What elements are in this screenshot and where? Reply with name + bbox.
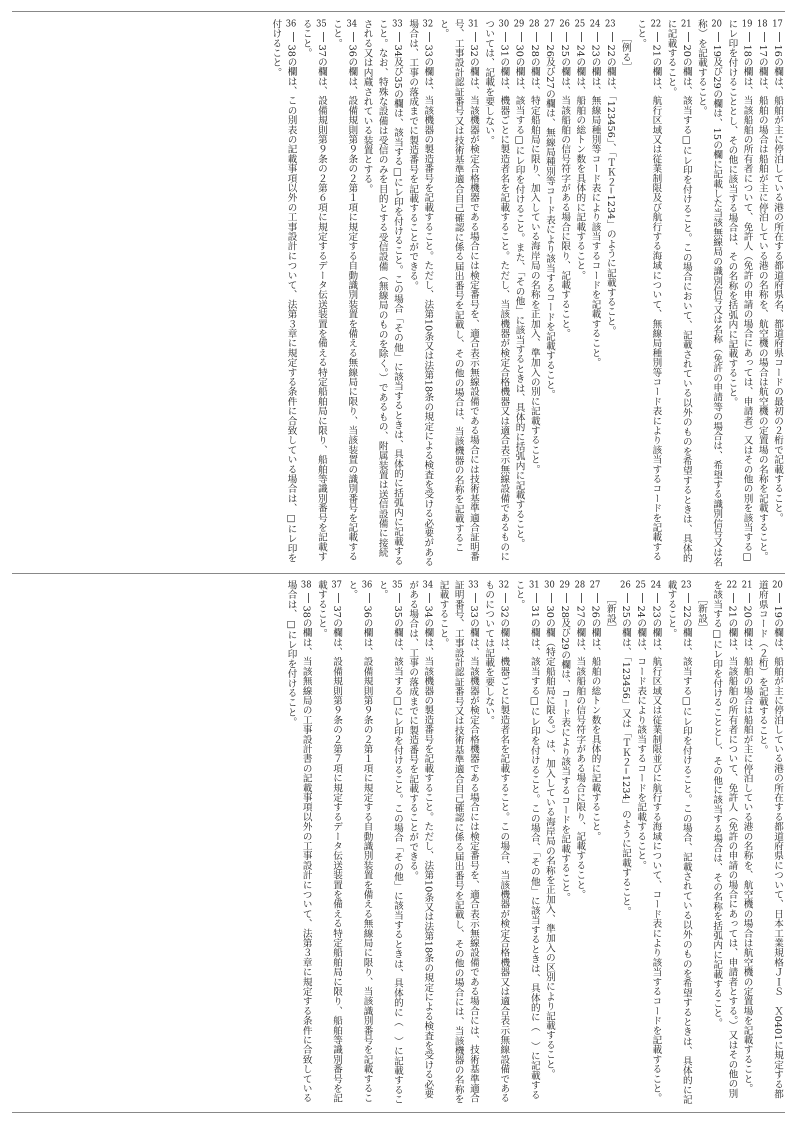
note-text: 31の欄は、該当する□にレ印を付けること。この場合、「その他」に該当するときは、具体的に（ ）に記載すること。 <box>513 580 540 1100</box>
note-number-separator <box>688 32 689 42</box>
note-number: 28 <box>574 580 586 590</box>
note-number: 22 <box>650 19 662 29</box>
note-number-separator <box>505 593 506 603</box>
note-number: 22 <box>726 580 738 590</box>
note-entry <box>724 19 754 567</box>
note-entry <box>618 580 633 1106</box>
note-number-separator <box>429 593 430 603</box>
note-number: 21 <box>741 580 753 590</box>
note-entry <box>709 580 739 1106</box>
note-entry <box>633 580 648 1106</box>
note-number-separator <box>733 593 734 603</box>
note-text: 35の欄は、該当する□にレ印を付けること。この場合「その他」に該当するときは、具体的に（ ）に記載すること。 <box>376 580 403 1105</box>
note-entry <box>405 19 435 567</box>
note-text: 34の欄は、当該機器の製造番号を記載すること。ただし、法第10条又は法第18条の規定による検査を受ける必要がある場合は、工事の落成までに製造番号を記載することができる。 <box>407 580 434 1099</box>
note-number-separator <box>688 593 689 603</box>
note-number-separator <box>399 32 400 42</box>
note-number-separator <box>642 593 643 603</box>
note-text: 25の欄は、「123456」又は「ＴＫ２−1234」のように記載すること。 <box>619 605 631 917</box>
note-entry <box>268 19 298 567</box>
note-text: 20の欄は、該当する□にレ印を付けること。この場合において、記載されている以外のものを希望するときは、具体的に記載すること。 <box>665 19 692 563</box>
note-number: 34 <box>346 19 358 29</box>
note-text: 34及び35の欄は、該当する□にレ印を付けること。この場合「その他」に該当するときは、具体的に括弧内に記載すること。なお、特殊な設備は受信のみを目的とする受信設備（無線局のものを除く。）であるもの、附属装置は送信設備に接続される又は内蔵されている装置とする。 <box>361 19 403 566</box>
note-number-separator <box>475 32 476 42</box>
note-number: 24 <box>589 19 601 29</box>
note-text: 36の欄は、設備規則第９条の２第１項に規定する自動識別装置を備える無線局に限り、当該識別番号を記載すること。 <box>346 580 373 1104</box>
note-entry <box>755 19 770 567</box>
note-number: 37 <box>331 580 342 590</box>
note-text: 27の欄は、当該船舶の信号符字がある場合に限り、記載すること。 <box>574 605 586 900</box>
note-number-separator <box>597 32 598 42</box>
note-number: 36 <box>285 19 297 29</box>
note-text: 37の欄は、設備規則第９条の２第７項に規定するデータ伝送装置を備える特定船舶局に限り、船舶等識別番号を記載すること。 <box>315 580 343 1104</box>
panel-divider-rule <box>12 573 785 574</box>
note-text: 18の欄は、当該船舶の所有者について、免許人（免許の申請の場合にあっては、申請者）又はその他の別を該当する□にレ印を付けることとし、その他に該当する場合は、その名称を括弧内に記載すること。 <box>726 19 753 563</box>
current-provisions-text <box>12 580 785 1106</box>
note-number-separator <box>323 32 324 42</box>
note-entry <box>481 580 511 1106</box>
note-number-separator <box>612 32 613 42</box>
note-text: 16の欄は、船舶が主に停泊している港の所在する都道府県名、都道府県コードの最初の２桁で記載すること。 <box>772 44 783 523</box>
note-text: 25の欄は、当該船舶の信号符字がある場合に限り、記載すること。 <box>559 44 571 339</box>
note-number: 23 <box>604 19 616 29</box>
note-entry <box>405 580 435 1106</box>
note-entry <box>329 19 359 567</box>
note-text: 24の欄は、船舶の総トン数を具体的に記載すること。 <box>574 44 586 281</box>
note-text: 32の欄は、機器ごとに製造者名を記載すること。この場合、当該機器が検定合格機器又は適合表示無線設備であるものについては記載を要しない。 <box>483 580 510 1104</box>
note-text: 30の欄は、該当する□にレ印を付けること。また、「その他」に該当するときは、具体的に括弧内に記載すること。 <box>513 44 525 549</box>
note-text: 19の欄は、船舶が主に停泊している港の所在する都道府県について、日本工業規格ＪＩＳ Ｘ0401に規定する都道府県コード（２桁）を記載すること。 <box>756 580 783 1099</box>
note-entry <box>572 580 587 1106</box>
note-text: 38の欄は、当該無線局の工事設計書の記載事項以外の工事設計について、法第３章に規定する条件に合致している場合は、□にレ印を付けること。 <box>285 580 312 1104</box>
note-entry <box>587 580 602 1106</box>
note-entry <box>739 580 754 1106</box>
note-text: 38の欄は、この別表の記載事項以外の工事設計について、法第３章に規定する条件に合致している場合は、□にレ印を付けること。 <box>270 19 297 563</box>
note-entry <box>603 19 618 567</box>
note-number: 20 <box>772 580 783 590</box>
note-text: 28及び29の欄は、コード表により該当するコードを記載すること。 <box>559 605 571 903</box>
note-number: 27 <box>544 19 555 29</box>
note-number-separator <box>369 593 370 603</box>
note-number: 26 <box>559 19 570 29</box>
note-entry <box>283 580 313 1106</box>
note-entry <box>542 19 557 567</box>
note-text: 21の欄は、航行区域又は従業制限及び航行する海域について、無線局種別等コード表により該当するコードを記載すること。 <box>635 19 662 562</box>
note-text: 22の欄は、該当する□にレ印を付けること。この場合、記載されている以外のものを希望するときは、具体的に記載すること。 <box>665 580 692 1105</box>
note-number: 35 <box>392 580 403 590</box>
note-number-separator <box>749 32 750 42</box>
note-text: 33の欄は、当該機器が検定合格機器である場合には検定番号を、適合表示無線設備である場合には、技術基準適合証明番号、工事設計認証番号又は技術基準適合自己確認に係る届出番号を記載し、その他の場合には、当該機器の名称を記載すること。 <box>437 580 479 1104</box>
note-number: 23 <box>681 580 692 590</box>
note-text: ［新設］ <box>604 594 616 633</box>
note-text: 37の欄は、設備規則第９条の２第６項に規定するデータ伝送装置を備える特定船舶局に限り、船舶等識別番号を記載すること。 <box>300 19 327 562</box>
note-number: 26 <box>620 580 631 590</box>
note-number: 29 <box>513 19 525 29</box>
top-border-rule <box>12 11 785 12</box>
note-text: 20の欄は、船舶の場合は船舶が主に停泊している港の名称を、航空機の場合は航空機の定置場を記載すること。 <box>741 605 753 1094</box>
note-number-separator <box>429 32 430 42</box>
note-text: 26の欄は、船舶の総トン数を具体的に記載すること。 <box>589 605 601 842</box>
note-text: 32の欄は、当該機器が検定合格機器である場合には検定番号を、適合表示無線設備である場合には技術基準適合証明番号、工事設計認証番号又は技術基準適合自己確認に係る届出番号を記載し、その他の場合は、当該機器の名称を記載すること。 <box>437 19 479 562</box>
note-number: 29 <box>559 580 570 590</box>
note-number: 35 <box>316 19 327 29</box>
note-number-separator <box>718 32 719 42</box>
note-number-separator <box>308 593 309 603</box>
note-text: 36の欄は、設備規則第９条の２第１項に規定する自動識別装置を備える無線局に限り、当該装置の識別番号を記載すること。 <box>331 19 358 562</box>
note-text: 26及び27の欄は、無線局種別等コード表により該当するコードを記載すること。 <box>543 44 555 400</box>
note-number: 25 <box>574 19 586 29</box>
note-number-separator <box>536 32 537 42</box>
note-number: 17 <box>772 19 783 29</box>
note-number-separator <box>338 593 339 603</box>
note-number-separator <box>399 593 400 603</box>
note-text: 17の欄は、船舶の場合は船舶が主に停泊している港の名称を、航空機の場合は航空機の定置場の名称を記載すること。 <box>756 44 768 562</box>
note-number-separator <box>353 32 354 42</box>
note-number: 31 <box>528 580 540 590</box>
note-text: ［例る］ <box>619 33 631 72</box>
note-number: 31 <box>468 19 479 29</box>
bottom-border-rule <box>12 1112 785 1113</box>
note-entry <box>481 19 511 567</box>
note-number-separator <box>764 32 765 42</box>
note-number-separator <box>779 593 780 603</box>
note-entry <box>314 580 344 1106</box>
note-number-separator <box>779 32 780 42</box>
note-entry <box>542 580 557 1106</box>
note-number: 33 <box>392 19 403 29</box>
note-number-separator <box>551 32 552 42</box>
note-number-separator <box>536 593 537 603</box>
note-number: 30 <box>544 580 555 590</box>
note-entry <box>663 19 693 567</box>
note-entry <box>375 580 405 1106</box>
note-entry <box>435 19 481 567</box>
note-number: 32 <box>422 19 434 29</box>
note-entry <box>694 19 724 567</box>
note-entry <box>603 580 618 1106</box>
note-number: 27 <box>589 580 601 590</box>
note-number-separator <box>581 593 582 603</box>
note-number-separator <box>551 593 552 603</box>
note-text: ［新設］ <box>695 594 707 633</box>
note-number-separator <box>521 32 522 42</box>
note-text: 30の欄（特定船舶局に限る。）は、加入している海岸局の名称を正加入、準加入の区別により記載すること。 <box>543 605 555 1079</box>
note-number: 18 <box>757 19 768 29</box>
note-number-separator <box>581 32 582 42</box>
note-number-separator <box>505 32 506 42</box>
note-number-separator <box>657 593 658 603</box>
note-number: 24 <box>650 580 662 590</box>
note-entry <box>557 580 572 1106</box>
note-number: 38 <box>300 580 312 590</box>
note-number-separator <box>597 593 598 603</box>
note-text: 19及び29の欄は、15の欄に記載した当該無線局の識別信号又は名称（免許の申請等の場合は、希望する識別信号又は名称）を記載すること。 <box>695 19 723 567</box>
note-text: 23の欄は、航行区域又は従業制限並びに航行する海域について、コード表により該当するコードを記載すること。 <box>650 605 662 1104</box>
note-entry <box>511 19 526 567</box>
note-number-separator <box>293 32 294 42</box>
note-text: 21の欄は、当該船舶の所有者について、免許人（免許の申請の場合にあっては、申請者とする。）又はその他の別を該当する□にレ印を付けることとし、その他に該当する場合は、その名称を括弧内に記載すること。 <box>711 580 738 1099</box>
note-number: 33 <box>468 580 479 590</box>
note-entry <box>663 580 693 1106</box>
note-number: 20 <box>711 19 722 29</box>
note-text: 28の欄は、特定船舶局に限り、加入している海岸局の名称を正加入、準加入の別に記載すること。 <box>528 44 540 475</box>
note-number: 28 <box>528 19 540 29</box>
note-entry <box>618 19 633 567</box>
note-entry <box>770 19 785 567</box>
note-entry <box>694 580 709 1106</box>
note-entry <box>587 19 602 567</box>
note-number: 21 <box>681 19 692 29</box>
note-text: 22の欄は、「123456」、「ＴＫ２−1234」のように記載すること。 <box>604 44 616 336</box>
note-number-separator <box>566 593 567 603</box>
note-entry <box>755 580 785 1106</box>
note-entry <box>359 19 405 567</box>
note-number: 19 <box>741 19 753 29</box>
note-entry <box>299 19 329 567</box>
note-number: 30 <box>498 19 510 29</box>
note-number: 34 <box>422 580 434 590</box>
note-text: 31の欄は、機器ごとに製造者名を記載すること。ただし、当該機器が検定合格機器又は適合表示無線設備であるものについては、記載を要しない。 <box>483 19 510 562</box>
note-entry <box>572 19 587 567</box>
note-number-separator <box>566 32 567 42</box>
note-number-separator <box>749 593 750 603</box>
note-text: 24の欄は、コード表により該当するコードを記載すること。 <box>635 605 647 871</box>
note-entry <box>435 580 481 1106</box>
note-text: 23の欄は、無線局種別等コード表により該当するコードを記載すること。 <box>589 44 601 368</box>
note-entry <box>557 19 572 567</box>
note-number-separator <box>627 593 628 603</box>
note-entry <box>511 580 541 1106</box>
note-text: 33の欄は、当該機器の製造番号を記載すること。ただし、法第10条又は法第18条の規定による検査を受ける必要がある場合は、工事の落成までに製造番号を記載することができる。 <box>407 19 434 567</box>
note-number-separator <box>475 593 476 603</box>
revised-provisions-text <box>12 19 785 567</box>
note-entry <box>344 580 374 1106</box>
current-provisions-panel <box>12 580 785 1106</box>
note-entry <box>633 19 663 567</box>
revised-provisions-panel <box>12 19 785 567</box>
note-number-separator <box>657 32 658 42</box>
note-number: 36 <box>361 580 373 590</box>
note-entry <box>648 580 663 1106</box>
note-number: 32 <box>498 580 510 590</box>
note-number: 25 <box>635 580 646 590</box>
note-entry <box>527 19 542 567</box>
